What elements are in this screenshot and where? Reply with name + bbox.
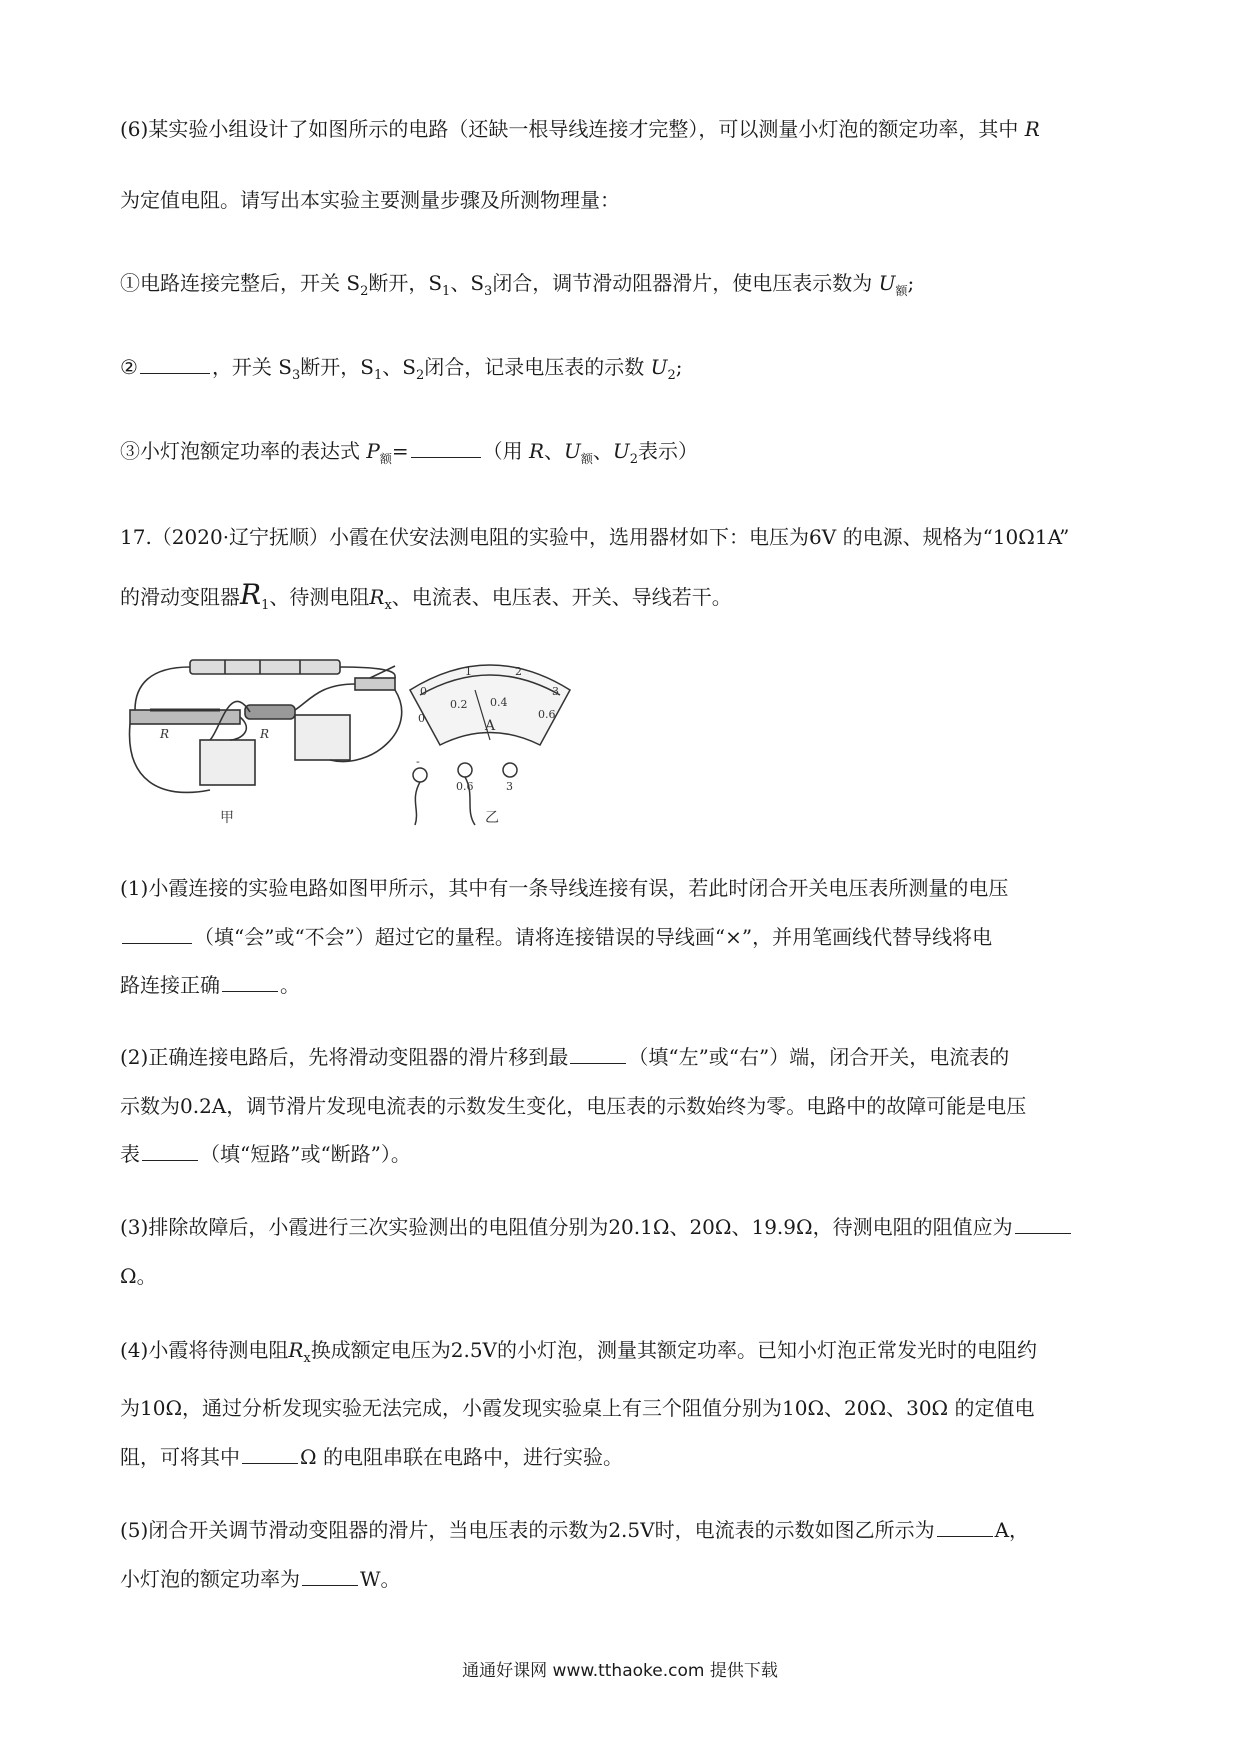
ammeter-dial-yi bbox=[410, 665, 570, 825]
tick-top-3: 3 bbox=[552, 685, 559, 698]
answer-blank[interactable] bbox=[570, 1045, 626, 1064]
q6-step3: ③小灯泡额定功率的表达式 $P_额=$ （用 R、$U_额$、$U_2$表示） bbox=[120, 439, 699, 467]
q17-p2-line1: (2)正确连接电路后，先将滑动变阻器的滑片移到最 （填“左”或“右”）端，闭合开关，电流表的 bbox=[120, 1045, 1010, 1069]
terminal-06-icon bbox=[458, 763, 472, 777]
terminal-label-06: 0.6 bbox=[456, 780, 474, 793]
q17-p4-line3: 阻，可将其中 Ω 的电阻串联在电路中，进行实验。 bbox=[120, 1445, 623, 1469]
answer-blank[interactable] bbox=[140, 355, 210, 374]
terminal-label-3: 3 bbox=[506, 780, 513, 793]
voltmeter-icon bbox=[200, 740, 255, 785]
tick-top-0: 0 bbox=[420, 685, 427, 698]
q17-p1-line1: (1)小霞连接的实验电路如图甲所示，其中有一条导线连接有误，若此时闭合开关电压表所测量的电压 bbox=[120, 876, 1009, 900]
q6-line2: 为定值电阻。请写出本实验主要测量步骤及所测物理量： bbox=[120, 188, 620, 212]
answer-blank[interactable] bbox=[242, 1445, 298, 1464]
terminal-3-icon bbox=[503, 763, 517, 777]
answer-blank[interactable] bbox=[142, 1142, 198, 1161]
page-footer: 通通好课网 www.tthaoke.com 提供下载 bbox=[462, 1661, 778, 1681]
q6-step1: ①电路连接完整后，开关 $S_2$断开，$S_1$、$S_3$闭合，调节滑动阻器滑片，使电压表示数为 $U_额$; bbox=[120, 271, 915, 299]
tick-bottom-3: 0.6 bbox=[538, 708, 556, 721]
terminal-label-neg: - bbox=[416, 755, 420, 768]
fig-label-r1: R bbox=[160, 727, 170, 741]
fig-label-yi: 乙 bbox=[485, 810, 499, 826]
answer-blank[interactable] bbox=[937, 1518, 993, 1537]
resistor-rx-icon bbox=[245, 705, 295, 719]
q17-p5-line1: (5)闭合开关调节滑动变阻器的滑片，当电压表的示数为2.5V时，电流表的示数如图乙所示为 A， bbox=[120, 1518, 1030, 1542]
q17-p1-line3: 路连接正确 。 bbox=[120, 973, 300, 997]
circuit-figure bbox=[120, 650, 620, 840]
answer-blank[interactable] bbox=[1015, 1215, 1071, 1234]
switch-icon bbox=[355, 678, 395, 690]
rheostat-icon bbox=[130, 710, 240, 724]
q17-p2-line2: 示数为0.2A，调节滑片发现电流表的示数发生变化，电压表的示数始终为零。电路中的故障可能是电压 bbox=[120, 1094, 1027, 1118]
q17-p1-line2: （填“会”或“不会”）超过它的量程。请将连接错误的导线画“×”，并用笔画线代替导线将电 bbox=[120, 922, 1130, 952]
q17-p2-line3: 表 （填“短路”或“断路”）。 bbox=[120, 1142, 411, 1166]
tick-bottom-2: 0.4 bbox=[490, 696, 508, 709]
tick-top-2: 2 bbox=[515, 665, 522, 678]
q6-line1: (6)某实验小组设计了如图所示的电路（还缺一根导线连接才完整），可以测量小灯泡的额定功率，其中 R bbox=[120, 117, 1040, 141]
q17-intro-line2: 的滑动变阻器$R_1$、待测电阻$R_x$、电流表、电压表、开关、导线若干。 bbox=[120, 578, 732, 613]
q6-step2: ② ，开关 $S_3$断开，$S_1$、$S_2$闭合，记录电压表的示数 $U_2$; bbox=[120, 355, 683, 383]
tick-bottom-1: 0.2 bbox=[450, 698, 468, 711]
fig-label-jia: 甲 bbox=[220, 810, 234, 826]
tick-bottom-0: 0 bbox=[418, 712, 425, 725]
q17-p5-line2: 小灯泡的额定功率为 W。 bbox=[120, 1567, 401, 1591]
answer-blank[interactable] bbox=[222, 973, 278, 992]
fig-label-rx: R bbox=[260, 727, 270, 741]
ammeter-icon bbox=[295, 715, 350, 760]
q17-p4-line1: (4)小霞将待测电阻$R_x$换成额定电压为2.5V的小灯泡，测量其额定功率。已知小灯泡正常发光时的电阻约 bbox=[120, 1338, 1037, 1366]
q17-p4-line2: 为10Ω，通过分析发现实验无法完成，小霞发现实验桌上有三个阻值分别为10Ω、20Ω、30Ω 的定值电 bbox=[120, 1396, 1035, 1420]
battery-icon bbox=[190, 660, 340, 674]
answer-blank[interactable] bbox=[122, 925, 192, 944]
q17-p3-line1: (3)排除故障后，小霞进行三次实验测出的电阻值分别为20.1Ω、20Ω、19.9Ω，待测电阻的阻值应为 bbox=[120, 1212, 1130, 1242]
meter-unit-label: A bbox=[485, 718, 496, 734]
q17-intro-line1: 17.（2020·辽宁抚顺）小霞在伏安法测电阻的实验中，选用器材如下：电压为6V 的电源、规格为“10Ω1A” bbox=[120, 525, 1070, 549]
answer-blank[interactable] bbox=[411, 439, 481, 458]
terminal-neg-icon bbox=[413, 768, 427, 782]
tick-top-1: 1 bbox=[465, 665, 472, 678]
answer-blank[interactable] bbox=[302, 1567, 358, 1586]
q17-p3-line2: Ω。 bbox=[120, 1264, 157, 1288]
